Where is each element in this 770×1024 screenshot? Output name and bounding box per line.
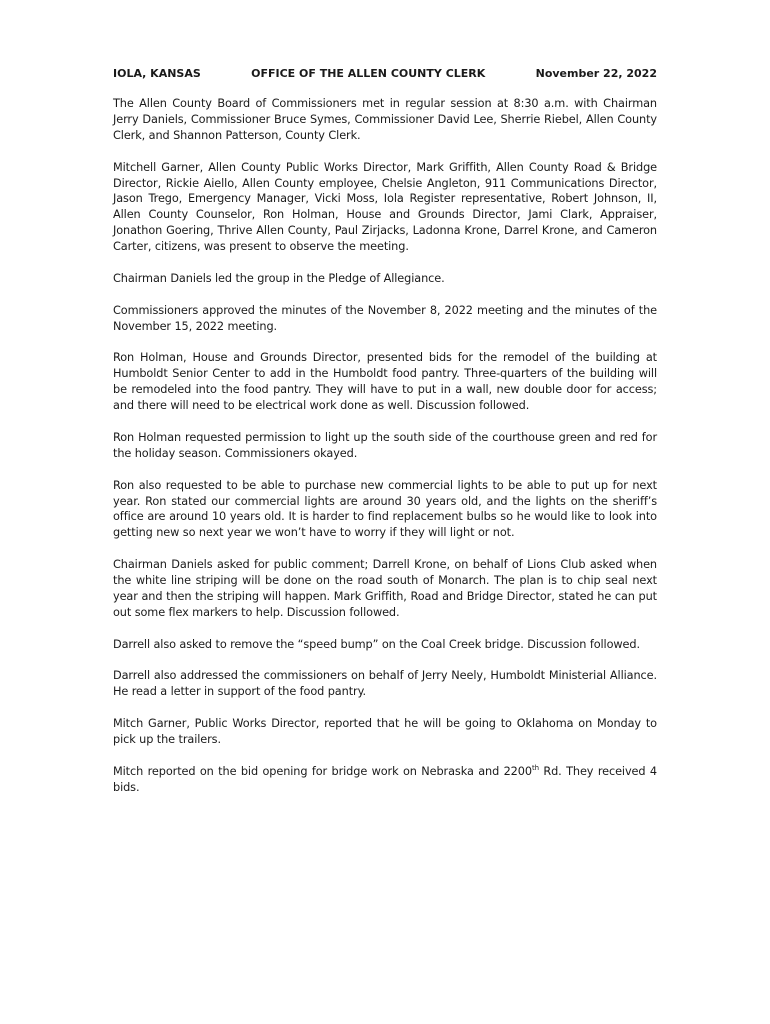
paragraph-observers: Mitchell Garner, Allen County Public Works Director, Mark Griffith, Allen County Road & Bridge Director, Rickie Aiello, Allen County employee, Chelsie Angleton, 911 Communications Director, Jason Trego, Emergency Manager, Vicki Moss, Iola Register representative, Robert Johnson, II, Allen County Counselor, Ron Holman, House and Grounds Director, Jami Clark, Appraiser, Jonathon Goering, Thrive Allen County, Paul Zirjacks, Ladonna Krone, Darrel Krone, and Cameron Carter, citizens, was present to observe the meeting. [113,160,657,254]
paragraph-holiday-lights: Ron Holman requested permission to light up the south side of the courthouse green and red for the holiday season. Commissioners okayed. [113,430,657,460]
ordinal-superscript: th [531,764,539,773]
paragraph-ministerial-alliance: Darrell also addressed the commissioners on behalf of Jerry Neely, Humboldt Ministerial Alliance. He read a letter in support of the food pantry. [113,669,657,699]
paragraph-remodel-bids: Ron Holman, House and Grounds Director, presented bids for the remodel of the building at Humboldt Senior Center to add in the Humboldt food pantry. Three-quarters of the building will be remodeled into the food pantry. They will have to put in a wall, new double door for access; and there will need to be electrical work done as well. Discussion followed. [113,351,657,413]
bid-opening-text-end: Rd. They received 4 bids. [113,764,657,794]
paragraph-attendance: The Allen County Board of Commissioners met in regular session at 8:30 a.m. with Chairman Jerry Daniels, Commissioner Bruce Symes, Commissioner David Lee, Sherrie Riebel, Allen County Clerk, and Shannon Patterson, County Clerk. [113,97,657,142]
header-date: November 22, 2022 [535,67,657,80]
header-location: IOLA, KANSAS [113,67,201,80]
paragraph-commercial-lights: Ron also requested to be able to purchase new commercial lights to be able to put up for next year. Ron stated our commercial lights are around 30 years old, and the lights on the sheriff’s office are around 10 years old. It is harder to find replacement bulbs so he would like to look into getting new so next year we won’t have to worry if they will light or not. [113,478,657,540]
paragraph-public-comment: Chairman Daniels asked for public comment; Darrell Krone, on behalf of Lions Club asked when the white line striping will be done on the road south of Monarch. The plan is to chip seal next year and then the striping will happen. Mark Griffith, Road and Bridge Director, stated he can put out some flex markers to help. Discussion followed. [113,558,657,619]
paragraph-trailers: Mitch Garner, Public Works Director, reported that he will be going to Oklahoma on Monday to pick up the trailers. [113,717,657,747]
document-header [113,66,657,81]
paragraph-pledge: Chairman Daniels led the group in the Pledge of Allegiance. [113,271,445,285]
paragraph-minutes: Commissioners approved the minutes of the November 8, 2022 meeting and the minutes of the November 15, 2022 meeting. [113,303,657,333]
document-page [113,66,657,812]
paragraph-speed-bump: Darrell also asked to remove the “speed bump” on the Coal Creek bridge. Discussion followed. [113,637,640,651]
header-office: OFFICE OF THE ALLEN COUNTY CLERK [251,67,486,80]
paragraph-bid-opening [113,764,657,796]
bid-opening-text-start: Mitch reported on the bid opening for bridge work on Nebraska and 2200 [113,764,532,778]
